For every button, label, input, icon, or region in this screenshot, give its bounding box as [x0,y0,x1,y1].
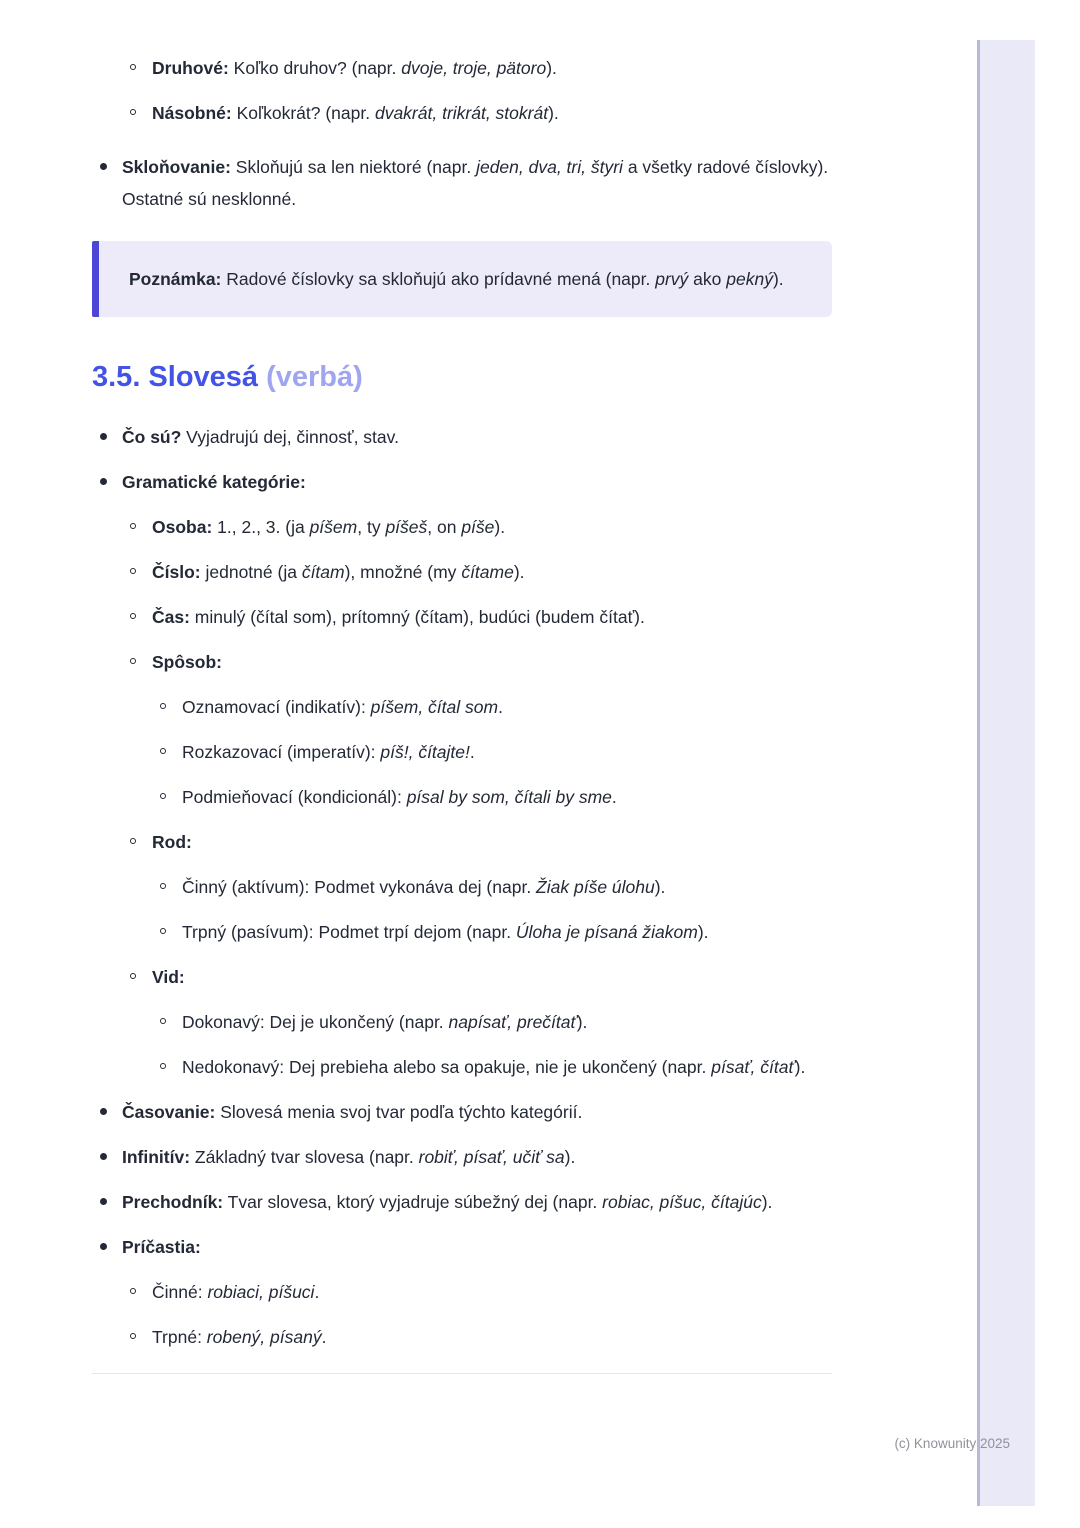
circle-bullet-icon [160,883,166,889]
list-item-cinne [122,1276,832,1308]
list-item-podmienovaci [152,781,832,813]
rod-sublist [152,871,832,948]
circle-bullet-icon [130,568,136,574]
note-callout [92,241,832,317]
list-item-rozkazovaci [152,736,832,768]
list-item-infinitiv [92,1141,832,1173]
list-item-text: Nedokonavý: Dej prebieha alebo sa opakuje, nie je ukončený (napr. písať, čítať). [182,1057,806,1077]
list-item-text: Dokonavý: Dej je ukončený (napr. napísať, prečítať). [182,1012,588,1032]
list-item-sklonovanie [92,151,832,215]
vid-sublist [152,1006,832,1083]
list-item-text: Infinitív: Základný tvar slovesa (napr. robiť, písať, učiť sa). [122,1147,576,1167]
circle-bullet-icon [130,838,136,844]
footer-credit: (c) Knowunity 2025 [894,1436,1010,1451]
grammar-categories-sublist [122,511,832,1083]
list-item-text: Činné: robiaci, píšuci. [152,1282,320,1302]
list-item-rod [122,826,832,948]
section-heading-title: 3.5. Slovesá [92,361,259,393]
list-item-text: Časovanie: Slovesá menia svoj tvar podľa týchto kategórií. [122,1102,583,1122]
pricastia-sublist [122,1276,832,1353]
list-item-trpne [122,1321,832,1353]
list-item-osoba [122,511,832,543]
circle-bullet-icon [160,1063,166,1069]
note-text: Poznámka: Radové číslovky sa skloňujú ako prídavné mená (napr. prvý ako pekný). [129,269,784,289]
list-item-cinny [152,871,832,903]
circle-bullet-icon [130,109,136,115]
circle-bullet-icon [160,793,166,799]
list-item-co-su [92,421,832,453]
circle-bullet-icon [160,1018,166,1024]
circle-bullet-icon [160,703,166,709]
list-item-sposob [122,646,832,813]
disc-bullet-icon [100,1198,107,1205]
disc-bullet-icon [100,1243,107,1250]
list-item-cislo [122,556,832,588]
list-item-text: Druhové: Koľko druhov? (napr. dvoje, troje, pätoro). [152,58,557,78]
section-heading-suffix: (verbá) [266,361,363,393]
disc-bullet-icon [100,163,107,170]
list-item-dokonavy [152,1006,832,1038]
list-item-druhove [122,52,832,84]
sposob-sublist [152,691,832,813]
disc-bullet-icon [100,478,107,485]
list-item-text: Oznamovací (indikatív): píšem, čítal som. [182,697,503,717]
disc-bullet-icon [100,1108,107,1115]
numerals-sublist [122,52,832,129]
list-item-nasobne [122,97,832,129]
circle-bullet-icon [130,1333,136,1339]
list-item-text: Trpné: robený, písaný. [152,1327,327,1347]
list-item-text: Čo sú? Vyjadrujú dej, činnosť, stav. [122,427,399,447]
circle-bullet-icon [130,973,136,979]
footer-divider [92,1373,832,1374]
page-side-strip [977,40,1035,1506]
list-item-text: Čas: minulý (čítal som), prítomný (čítam), budúci (budem čítať). [152,607,645,627]
circle-bullet-icon [160,748,166,754]
list-item-prechodnik [92,1186,832,1218]
list-item-pricastia [92,1231,832,1353]
list-item-text: Prechodník: Tvar slovesa, ktorý vyjadruje súbežný dej (napr. robiac, píšuc, čítajúc). [122,1192,773,1212]
list-item-text: Skloňovanie: Skloňujú sa len niektoré (napr. jeden, dva, tri, štyri a všetky radové číslovky). Ostatné sú nesklonné. [122,157,829,209]
circle-bullet-icon [130,523,136,529]
list-item-gramaticke-kategorie [92,466,832,1083]
list-item-cas [122,601,832,633]
list-item-nedokonavy [152,1051,832,1083]
list-item-text: Násobné: Koľkokrát? (napr. dvakrát, trikrát, stokrát). [152,103,559,123]
list-item-text: Spôsob: [152,652,222,672]
list-item-vid [122,961,832,1083]
circle-bullet-icon [130,1288,136,1294]
circle-bullet-icon [130,658,136,664]
disc-bullet-icon [100,1153,107,1160]
list-item-text: Podmieňovací (kondicionál): písal by som, čítali by sme. [182,787,617,807]
circle-bullet-icon [130,64,136,70]
list-item-text: Číslo: jednotné (ja čítam), množné (my čítame). [152,562,525,582]
list-item-text: Činný (aktívum): Podmet vykonáva dej (napr. Žiak píše úlohu). [182,877,666,897]
list-item-text: Rod: [152,832,192,852]
verbs-list [92,421,832,1353]
numerals-list [92,151,832,215]
list-item-text: Rozkazovací (imperatív): píš!, čítajte!. [182,742,475,762]
document-content [92,52,832,1374]
list-item-text: Trpný (pasívum): Podmet trpí dejom (napr. Úloha je písaná žiakom). [182,922,709,942]
list-item-text: Vid: [152,967,185,987]
list-item-trpny [152,916,832,948]
circle-bullet-icon [160,928,166,934]
circle-bullet-icon [130,613,136,619]
list-item-text: Osoba: 1., 2., 3. (ja píšem, ty píšeš, on píše). [152,517,506,537]
list-item-casovanie [92,1096,832,1128]
section-heading [92,359,832,395]
list-item-text: Gramatické kategórie: [122,472,306,492]
disc-bullet-icon [100,433,107,440]
list-item-text: Príčastia: [122,1237,201,1257]
list-item-oznamovaci [152,691,832,723]
